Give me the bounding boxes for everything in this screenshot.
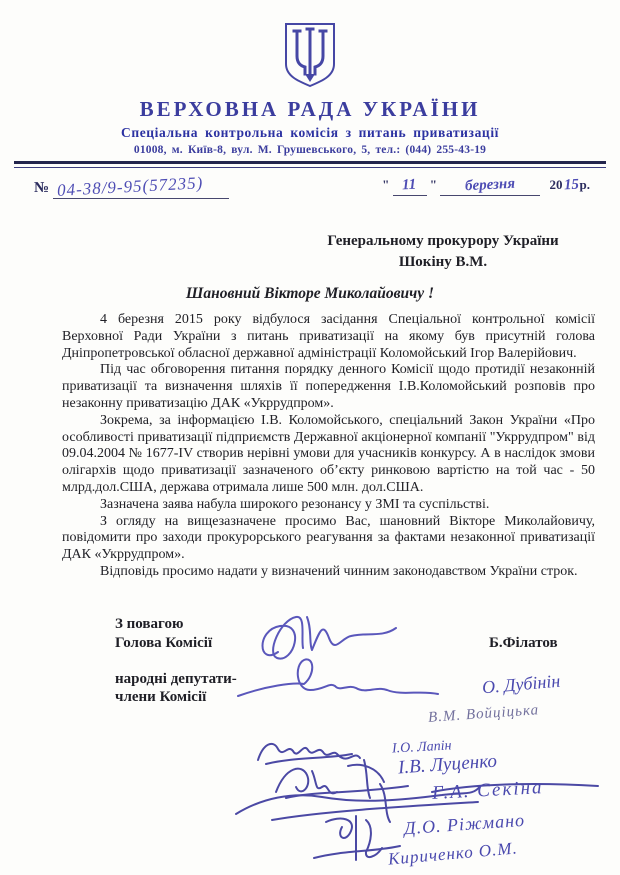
month-line [440,177,540,196]
quote-open: " [382,177,390,192]
handwritten-day: 11 [402,176,418,194]
org-name: ВЕРХОВНА РАДА УКРАЇНИ [139,97,481,121]
year-prefix: 20 [549,177,563,192]
regards-label: З повагою [115,616,184,632]
handwritten-reference-number: 04-38/9-95(57235) [56,173,204,200]
day-line [393,177,427,196]
signature-zone [0,608,620,875]
number-sign-label: № [34,180,50,196]
commission-name: Спеціальна контрольна комісія з питань приватизації [120,125,500,140]
signature-dubinin-icon [232,652,444,712]
paragraph-3: Зокрема, за інформацією І.В. Коломойського, спеціальний Закон України «Про особливості приватизації підприємств Державної акціонерної компанії "Укррудпром" від 09.04.2004 № 1677-IV створив нерівні умови для учасників конкурсу. А в наслідок змови олігархів щодо приватизації зазначеного об’єкту ринковою вартістю на той час - 50 млрд.дол.США, держава отримала лише 500 млн. дол.США. [62,412,595,495]
reference-number [34,173,229,200]
paragraph-2: Під час обговорення питання порядку денного Комісії щодо протидії незаконній приватизації та визначення шляхів її попередження І.В.Коломойський розповів про незаконну приватизацію ДАК «Укррудпром». [62,362,595,411]
address-line: 01008, м. Київ-8, вул. М. Грушевського, 5, тел.: (044) 255-43-19 [133,144,487,156]
tryzub-emblem-icon [282,22,338,93]
addressee-title: Генеральному прокурору України [327,233,559,249]
reference-row [0,168,620,215]
letterhead [0,0,620,168]
handwritten-name-lapin: І.О. Лапін [391,738,452,757]
handwritten-name-lutsenko: І.В. Луценко [397,750,498,779]
chair-title-label: Голова Комісії [115,635,213,651]
letter-body [62,312,595,634]
addressee-block [288,231,598,273]
handwritten-year: 15 [563,176,579,194]
salutation: Шановний Вікторе Миколайовичу ! [185,285,435,302]
paragraph-1: 4 березня 2015 року відбулося засідання Спеціальної контрольної комісії Верховної Ради України з питань приватизації на якому був присутній голова Дніпропетровської обласної державної адміністрації Коломойський Ігор Валерійович. [62,312,595,361]
quote-close: " [429,177,438,192]
handwritten-name-dubinin: О. Дубінін [481,670,562,698]
date-group [382,177,590,196]
handwritten-month: березня [464,175,516,195]
year-group [550,177,590,192]
paragraph-5: З огляду на вищезазначене просимо Вас, шановний Вікторе Миколайовичу, повідомити про заходи прокурорського реагування за фактами незаконної приватизації ДАК «Укррудпром». [62,513,595,563]
header-rule [14,161,606,168]
paragraph-4: Зазначена заява набула широкого резонансу у ЗМІ та суспільстві. [100,496,490,512]
chair-name: Б.Філатов [489,635,558,651]
members-title: народні депутати- члени Комісії [115,671,237,705]
handwritten-name-rizhmano: Д.О. Ріжмано [403,809,526,839]
paragraph-6: Відповідь просимо надати у визначений чинним законодавством України строк. [100,563,578,579]
handwritten-name-sekina: Г.А. Секіна [431,777,545,804]
year-r-label: р. [579,177,590,192]
handwritten-name-kyrychenko: Кириченко О.М. [387,838,519,869]
handwritten-name-voitsitska: В.М. Войціцька [427,702,540,726]
addressee-name: Шокіну В.М. [398,254,488,270]
reference-number-line [53,173,229,200]
